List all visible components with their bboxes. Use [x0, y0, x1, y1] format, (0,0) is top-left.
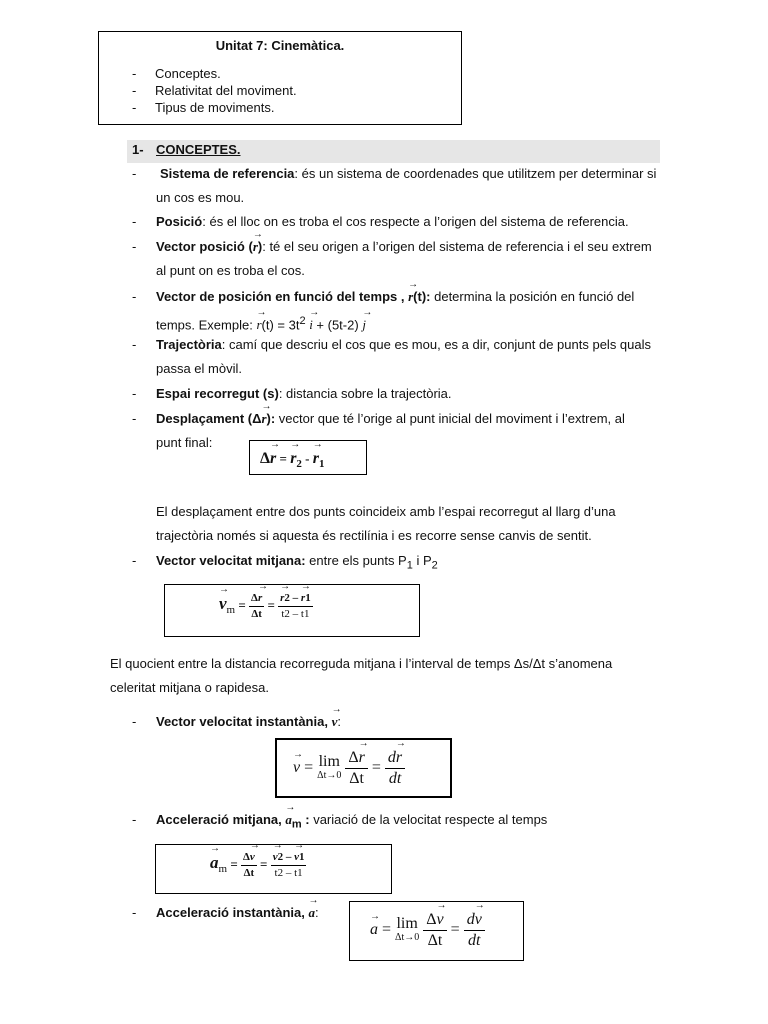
celeritat-line2: celeritat mitjana o rapidesa.	[110, 680, 269, 695]
header-item-1: Conceptes.	[155, 66, 221, 81]
dash: -	[132, 553, 137, 568]
v-vector-symbol: → v	[250, 850, 255, 865]
formula-vm-box	[164, 584, 420, 637]
v-vector-symbol: → v	[273, 850, 278, 865]
celeritat-line1: El quocient entre la distancia recorreguda mitjana i l’interval de temps Δs/Δt s’anomena	[110, 656, 613, 671]
def-trajectoria-cont: passa el mòvil.	[156, 361, 242, 376]
r-vector-symbol: → r	[408, 289, 413, 305]
r-vector-symbol: → r	[290, 449, 296, 469]
r-vector-symbol: → r	[258, 591, 262, 606]
dash: -	[132, 905, 137, 920]
r-vector-symbol: → r	[253, 239, 258, 255]
formula-v-inst-box	[275, 738, 452, 798]
def-vector-posicio: Vector posició (→ r): té el seu origen a l’origen del sistema de referencia i el seu extrem	[156, 239, 652, 255]
v-vector-symbol: → v	[293, 759, 300, 777]
section-number: 1-	[132, 142, 144, 157]
header-box	[98, 31, 462, 125]
v-vector-symbol: → v	[294, 850, 299, 865]
def-posicio: Posició: és el lloc on es troba el cos respecte a l’origen del sistema de referencia.	[156, 214, 629, 229]
dash: -	[132, 714, 137, 729]
formula-v-inst: → v = lim Δt→0 $\frac{\Delta\to r}{\Delta t}$ = $\frac{d\to r}{dt}$	[293, 748, 405, 789]
unit-title: Unitat 7: Cinemàtica.	[215, 38, 345, 53]
def-desplacament: Desplaçament (Δ→ r): vector que té l’orige al punt inicial del moviment i l’extrem, al	[156, 411, 625, 427]
r-vector-symbol: → r	[261, 411, 266, 427]
def-vector-posicio-cont: al punt on es troba el cos.	[156, 263, 305, 278]
def-vector-temps-example: temps. Exemple: → $r(t) = 3t^2 \to i + (5t-2) \to j$	[156, 313, 366, 333]
header-item-3: Tipus de moviments.	[155, 100, 275, 115]
formula-a-inst: → a = lim Δt→0 $\frac{\Delta\to v}{\Delta t}$ = $\frac{d\to v}{dt}$	[370, 910, 485, 951]
dash: -	[132, 214, 137, 229]
def-acc-mitjana: Acceleració mitjana, → $a_m$ : variació de la velocitat respecte al temps	[156, 812, 547, 833]
def-vector-temps: Vector de posición en funció del temps , → r(t): determina la posición en funció del	[156, 289, 634, 305]
v-vector-symbol: → v	[475, 910, 482, 930]
dash: -	[132, 812, 137, 827]
def-sistema: Sistema de referencia: és un sistema de coordenades que utilitzem per determinar si	[160, 166, 657, 181]
r-vector-symbol: → r	[280, 591, 284, 606]
formula-am: → $a_m$ = $\frac{\Delta\to v}{\Delta t}$ = → $\frac{v2 - \to v1}{t2 - t1}$	[210, 850, 306, 881]
def-vel-inst: Vector velocitat instantània, → v:	[156, 714, 341, 730]
section-title: CONCEPTES.	[156, 142, 241, 157]
v-vector-symbol: → v	[437, 910, 444, 930]
v-vector-symbol: → v	[219, 594, 227, 614]
dash: -	[132, 411, 137, 426]
r-vector-symbol: → r	[313, 449, 319, 469]
r-vector-symbol: → r	[301, 591, 305, 606]
r-vector-symbol: → r	[396, 748, 402, 768]
formula-displacement: Δ→ r = → $r_2$ - → $r_1$	[260, 449, 325, 474]
r-vector-symbol: → r	[256, 317, 261, 333]
dash: -	[132, 239, 137, 254]
header-item-2: Relativitat del moviment.	[155, 83, 297, 98]
header-dash-3: -	[132, 100, 137, 115]
dash: -	[132, 386, 137, 401]
a-vector-symbol: → a	[210, 853, 219, 873]
a-vector-symbol: → a	[285, 812, 292, 828]
dash: -	[132, 166, 137, 181]
a-vector-symbol: → a	[370, 921, 378, 939]
def-sistema-cont: un cos es mou.	[156, 190, 245, 205]
v-vector-symbol: → v	[332, 714, 338, 730]
a-vector-symbol: → a	[308, 905, 315, 921]
desp-note-line2: trajectòria només si aquesta és rectilínia i es recorre sense canvis de sentit.	[156, 528, 592, 543]
dash: -	[132, 289, 137, 304]
r-vector-symbol: → r	[270, 449, 276, 469]
j-vector-symbol: → j	[362, 317, 366, 333]
dash: -	[132, 337, 137, 352]
def-vel-mitjana: Vector velocitat mitjana: entre els punts $P_1$ i $P_2$	[156, 553, 438, 572]
formula-displacement-box	[249, 440, 367, 475]
def-trajectoria: Trajectòria: camí que descriu el cos que es mou, es a dir, conjunt de punts pels quals	[156, 337, 652, 352]
i-vector-symbol: → i	[309, 317, 313, 333]
def-acc-inst: Acceleració instantània, → a:	[156, 905, 319, 921]
r-vector-symbol: → r	[359, 748, 365, 768]
header-dash-2: -	[132, 83, 137, 98]
desp-note-line1: El desplaçament entre dos punts coincideix amb l’espai recorregut al llarg d’una	[156, 504, 616, 519]
formula-a-inst-box	[349, 901, 524, 961]
formula-vm: → $v_m$ = $\frac{\Delta\to r}{\Delta t}$ = → $\frac{r2 - \to r1}{t2 - t1}$	[219, 591, 313, 622]
def-espai: Espai recorregut (s): distancia sobre la trajectòria.	[156, 386, 452, 401]
header-dash-1: -	[132, 66, 137, 81]
def-desplacament-cont: punt final:	[156, 435, 213, 450]
formula-am-box	[155, 844, 392, 894]
